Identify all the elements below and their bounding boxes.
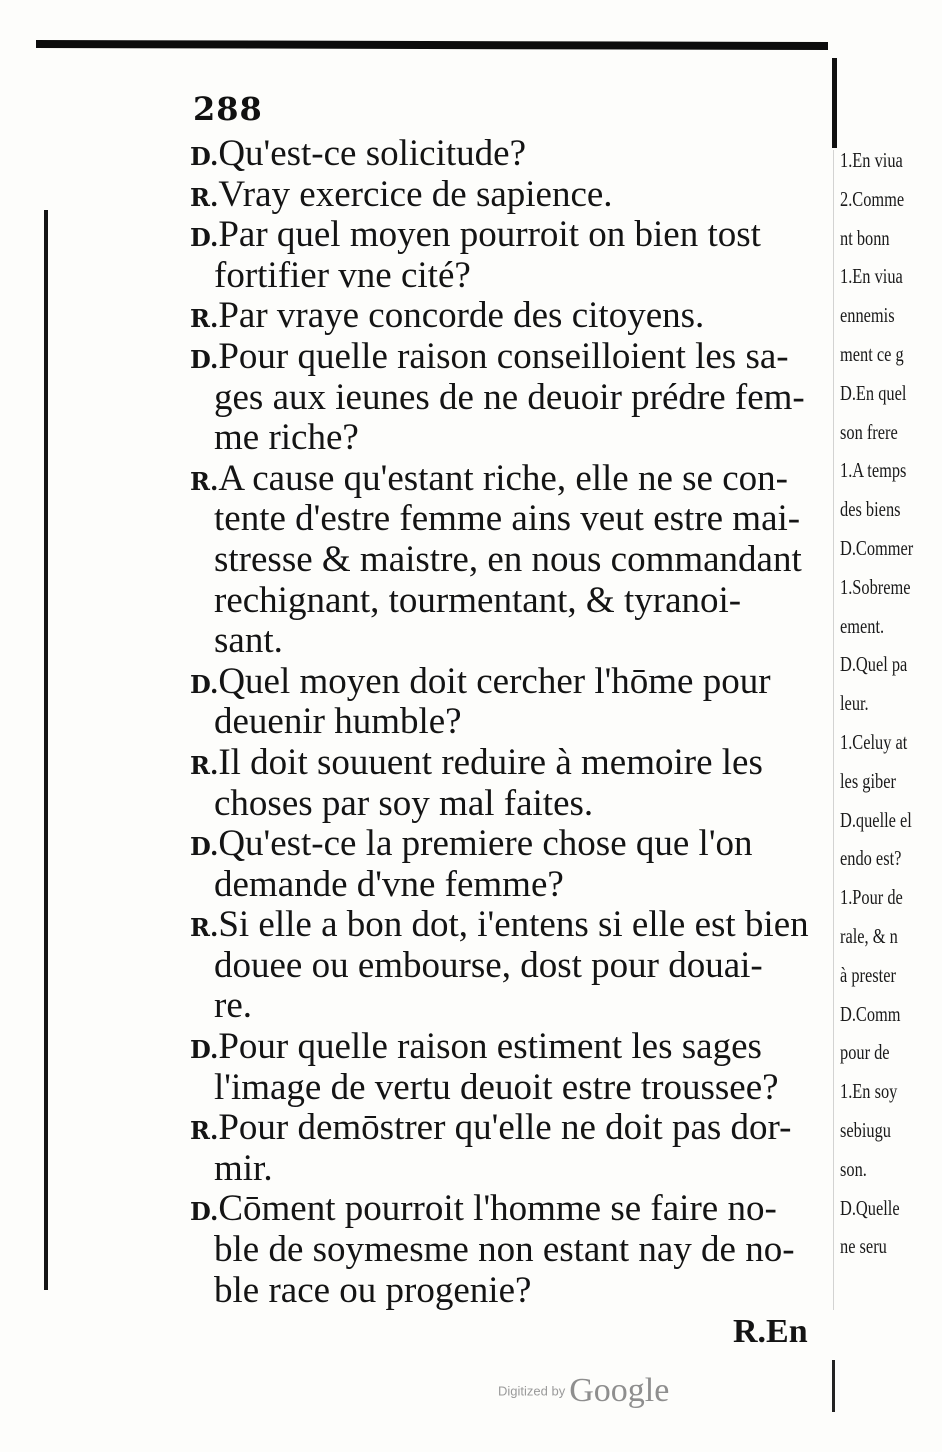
left-margin-rule (44, 210, 48, 1290)
text-line (190, 1271, 818, 1312)
dialogue-marker: D. (190, 344, 219, 374)
margin-note: leur. (840, 691, 869, 716)
margin-note: son frere (840, 419, 898, 444)
margin-note: son. (840, 1156, 867, 1181)
margin-note: D.Quelle (840, 1195, 900, 1220)
margin-note: ement. (840, 613, 885, 638)
line-text: sant. (214, 620, 283, 662)
dialogue-marker: R. (190, 466, 219, 496)
dialogue-marker: R. (190, 750, 219, 780)
line-text: mir. (214, 1147, 273, 1189)
text-line (190, 337, 818, 378)
line-text: Cōment pourroit l'homme se faire no- (218, 1188, 777, 1230)
text-line (190, 1189, 818, 1230)
margin-note: endo est? (840, 846, 902, 871)
margin-note: ennemis (840, 303, 895, 328)
margin-note: D.Commer (840, 536, 914, 560)
text-line (190, 743, 818, 784)
text-line (190, 296, 818, 337)
text-line (190, 1108, 818, 1149)
line-text: demande d'vne femme? (214, 863, 564, 905)
margin-note: 2.Comme (840, 186, 905, 211)
margin-note: D.En quel (840, 380, 907, 405)
text-line (190, 824, 818, 865)
margin-note: 1.Sobreme (840, 574, 911, 599)
text-line (190, 215, 818, 256)
dialogue-marker: D. (190, 223, 219, 253)
text-line (190, 784, 818, 825)
line-text: stresse & maistre, en nous commandant (214, 538, 802, 580)
line-text: Par quel moyen pourroit on bien tost (218, 214, 761, 256)
text-line (190, 986, 818, 1027)
text-line (190, 621, 818, 662)
text-line (190, 905, 818, 946)
text-line (190, 256, 818, 297)
text-line (190, 175, 818, 216)
line-text: Quel moyen doit cercher l'hōme pour (218, 660, 771, 702)
text-line (190, 540, 818, 581)
line-text: fortifier vne cité? (214, 254, 471, 296)
line-text: Par vraye concorde des citoyens. (218, 295, 705, 337)
line-text: ges aux ieunes de ne deuoir prédre fem- (214, 376, 805, 418)
catchword: R.En (733, 1313, 808, 1350)
margin-note: sebiugu (840, 1118, 891, 1142)
line-text: re. (214, 985, 252, 1027)
dialogue-marker: D. (190, 669, 219, 699)
text-line (190, 1068, 818, 1109)
line-text: douee ou embourse, dost pour douai- (214, 944, 763, 986)
text-line (190, 662, 818, 703)
line-text: Qu'est-ce solicitude? (218, 133, 527, 174)
line-text: Si elle a bon dot, i'entens si elle est bien (218, 904, 809, 946)
line-text: tente d'estre femme ains veut estre mai- (214, 498, 801, 540)
text-line (190, 459, 818, 500)
text-line (190, 702, 818, 743)
dialogue-marker: D. (190, 142, 219, 171)
text-line (190, 499, 818, 540)
line-text: ble race ou progenie? (214, 1269, 532, 1311)
text-line (190, 1149, 818, 1190)
top-rule (36, 40, 828, 50)
line-text: Vray exercice de sapience. (218, 173, 613, 215)
margin-note: rale, & n (840, 924, 898, 948)
line-text: deuenir humble? (214, 701, 462, 743)
line-text: A cause qu'estant riche, elle ne se con- (218, 457, 788, 499)
margin-note: 1.A temps (840, 458, 907, 483)
google-wordmark: Google (569, 1372, 670, 1409)
margin-note: 1.Celuy at (840, 730, 908, 754)
line-text: choses par soy mal faites. (214, 782, 594, 824)
margin-note: 1.Pour de (840, 885, 903, 910)
margin-note: 1.En viua (840, 264, 903, 289)
dialogue-marker: R. (190, 304, 219, 334)
text-line (190, 1027, 818, 1068)
gutter-bar-bottom (832, 1360, 835, 1412)
margin-note: D.quelle el (840, 807, 912, 832)
line-text: ble de soymesme non estant nay de no- (214, 1229, 795, 1271)
dialogue-marker: R. (190, 1116, 219, 1146)
dialogue-marker: D. (190, 1035, 219, 1065)
dialogue-marker: R. (190, 182, 219, 212)
text-line (190, 134, 818, 175)
margin-note: nt bonn (840, 225, 890, 250)
dialogue-marker: D. (190, 1197, 219, 1227)
margin-note: pour de (840, 1040, 890, 1065)
gutter-line (833, 150, 834, 1310)
margin-note: 1.En soy (840, 1079, 898, 1104)
dialogue-marker: D. (190, 832, 219, 862)
text-line (190, 865, 818, 906)
main-text (190, 134, 818, 1311)
text-line (190, 581, 818, 622)
line-text: Pour demōstrer qu'elle ne doit pas dor- (218, 1107, 792, 1149)
margin-note: à prester (840, 962, 896, 987)
margin-note: ne seru (840, 1234, 887, 1259)
dialogue-marker: R. (190, 913, 219, 943)
line-text: Qu'est-ce la premiere chose que l'on (218, 823, 753, 865)
margin-note: les giber (840, 768, 896, 793)
line-text: l'image de vertu deuoit estre troussee? (214, 1066, 779, 1108)
digitized-by-label: Digitized by (498, 1383, 566, 1399)
text-line (190, 378, 818, 419)
line-text: Pour quelle raison conseilloient les sa- (218, 335, 789, 377)
line-text: Il doit souuent reduire à memoire les (218, 741, 763, 783)
line-text: Pour quelle raison estiment les sages (218, 1026, 762, 1068)
margin-note: D.Quel pa (840, 652, 908, 677)
page-number: 288 (193, 90, 263, 128)
margin-note: des biens (840, 497, 901, 522)
margin-note: ment ce g (840, 342, 904, 366)
digitized-by-google (498, 1372, 669, 1410)
text-line (190, 946, 818, 987)
margin-note: 1.En viua (840, 148, 903, 172)
line-text: me riche? (214, 417, 359, 459)
line-text: rechignant, tourmentant, & tyranoi- (214, 579, 742, 621)
gutter-bar-top (832, 58, 837, 148)
text-line (190, 418, 818, 459)
text-line (190, 1230, 818, 1271)
margin-note: D.Comm (840, 1001, 901, 1026)
